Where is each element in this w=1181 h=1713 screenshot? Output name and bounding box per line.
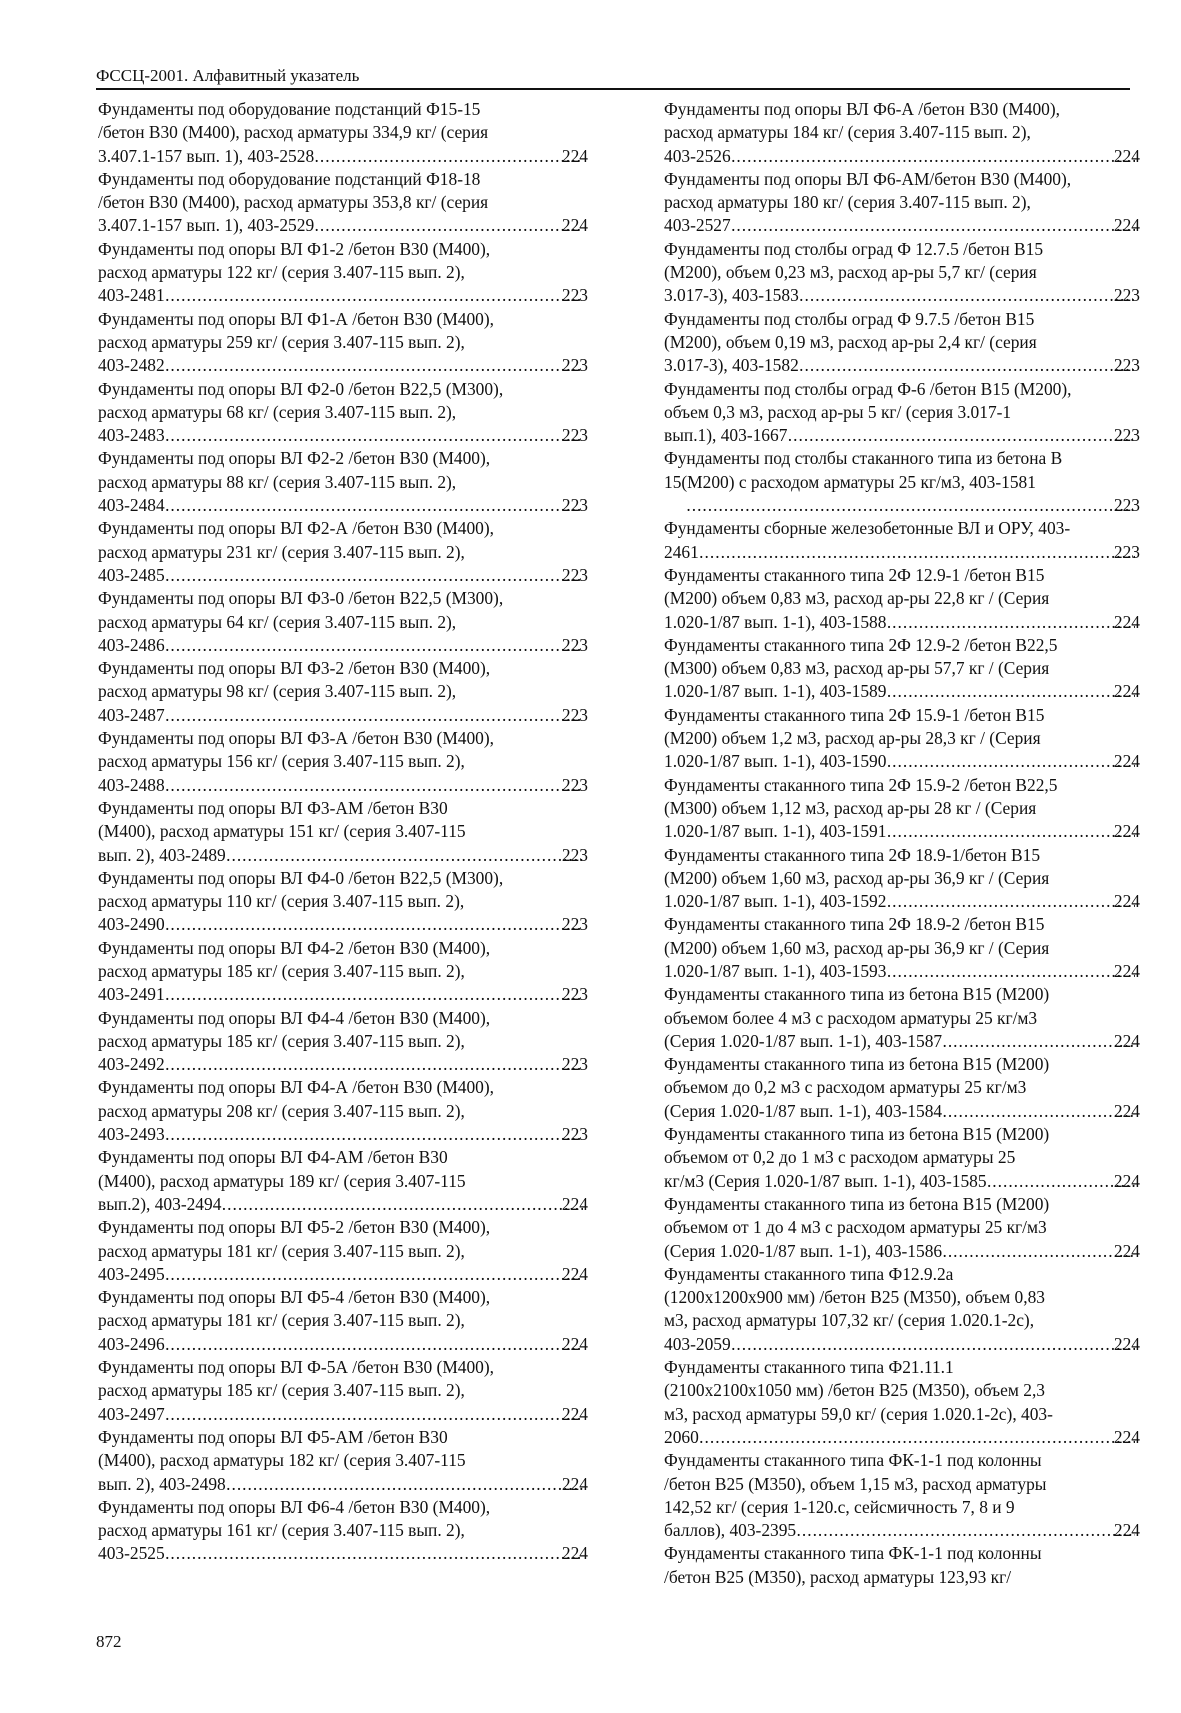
index-entry-line: 15(М200) с расходом арматуры 25 кг/м3, 403-1581	[664, 471, 1036, 492]
index-entry-last-line	[98, 145, 588, 168]
index-entry-line: расход арматуры 208 кг/ (серия 3.407-115 вып. 2),	[98, 1100, 465, 1121]
index-entry-page: 224	[1113, 1333, 1140, 1354]
dot-leader	[797, 1519, 1135, 1542]
index-entry-line: (2100х2100х1050 мм) /бетон В25 (М350), объем 2,3	[664, 1380, 1045, 1401]
index-entry-line: Фундаменты под опоры ВЛ Ф1-2 /бетон В30 (М400),	[98, 238, 491, 259]
index-entry	[664, 634, 1140, 704]
index-entry-last-line	[98, 704, 588, 727]
dot-leader	[227, 1473, 583, 1496]
index-entry-page: 223	[561, 704, 588, 725]
index-entry-tail: баллов), 403-2395	[664, 1520, 797, 1541]
index-entry-line: Фундаменты под столбы оград Ф-6 /бетон В15 (М200),	[664, 378, 1072, 399]
index-entry-page: 224	[1113, 1520, 1140, 1541]
index-entry-page: 224	[1113, 681, 1140, 702]
dot-leader	[166, 704, 583, 727]
index-entry-line: Фундаменты стаканного типа 2Ф 15.9-2 /бетон В22,5	[664, 774, 1058, 795]
index-entry	[664, 378, 1140, 448]
index-entry	[98, 1496, 588, 1566]
index-entry	[98, 1146, 588, 1216]
index-entry-page: 224	[1113, 751, 1140, 772]
index-entry-line: /бетон В25 (М350), расход арматуры 123,93 кг/	[664, 1566, 1012, 1587]
index-entry-tail: кг/м3 (Серия 1.020-1/87 вып. 1-1), 403-1585	[664, 1170, 987, 1191]
index-entry-line: Фундаменты под опоры ВЛ Ф5-АМ /бетон В30	[98, 1426, 448, 1447]
index-entry-line: (М400), расход арматуры 151 кг/ (серия 3.407-115	[98, 821, 466, 842]
index-entry-page: 224	[561, 1403, 588, 1424]
index-entry-line: расход арматуры 180 кг/ (серия 3.407-115 вып. 2),	[664, 192, 1031, 213]
index-entry	[664, 447, 1140, 517]
index-entry-page: 224	[561, 1333, 588, 1354]
index-entry-last-line	[664, 960, 1140, 983]
dot-leader	[887, 611, 1134, 634]
index-entry-page: 224	[1113, 960, 1140, 981]
index-entry-tail: 403-2486	[98, 634, 165, 655]
index-entry-page: 223	[561, 355, 588, 376]
index-entry	[98, 517, 588, 587]
index-entry-page: 224	[561, 1543, 588, 1564]
index-entry	[98, 657, 588, 727]
index-entry-tail: 3.017-3), 403-1583	[664, 285, 799, 306]
index-entry	[664, 913, 1140, 983]
index-entry-tail: 403-2525	[98, 1543, 165, 1564]
index-entry-tail: 1.020-1/87 вып. 1-1), 403-1592	[664, 891, 887, 912]
index-entry-page: 224	[561, 1193, 588, 1214]
index-entry	[664, 704, 1140, 774]
dot-leader	[166, 564, 583, 587]
index-entry-line: (М300) объем 0,83 м3, расход ар-ры 57,7 кг / (Серия	[664, 658, 1050, 679]
index-entry-last-line	[664, 1030, 1140, 1053]
index-column-left	[98, 98, 588, 1566]
index-entry-line: расход арматуры 185 кг/ (серия 3.407-115 вып. 2),	[98, 1380, 465, 1401]
dot-leader	[166, 983, 583, 1006]
index-entry-last-line	[664, 1100, 1140, 1123]
index-entry-line: (М200), объем 0,23 м3, расход ар-ры 5,7 кг/ (серия	[664, 262, 1037, 283]
index-entry-line: Фундаменты под опоры ВЛ Ф4-А /бетон В30 (М400),	[98, 1077, 495, 1098]
index-entry-line: Фундаменты стаканного типа 2Ф 18.9-1/бетон В15	[664, 844, 1041, 865]
index-entry-page: 224	[561, 215, 588, 236]
index-entry-tail: вып.1), 403-1667	[664, 425, 788, 446]
index-entry-last-line	[664, 1333, 1140, 1356]
index-entry-last-line	[98, 634, 588, 657]
index-entry-line: м3, расход арматуры 59,0 кг/ (серия 1.020.1-2с), 403-	[664, 1403, 1053, 1424]
index-entry-tail: 403-2526	[664, 145, 731, 166]
page-header: ФССЦ-2001. Алфавитный указатель	[96, 66, 1130, 90]
index-entry	[664, 774, 1140, 844]
index-entry-tail: 1.020-1/87 вып. 1-1), 403-1588	[664, 611, 887, 632]
index-entry-tail: 3.017-3), 403-1582	[664, 355, 799, 376]
index-entry-tail: 1.020-1/87 вып. 1-1), 403-1590	[664, 751, 887, 772]
index-entry-last-line	[98, 1053, 588, 1076]
index-entry-last-line	[664, 611, 1140, 634]
index-entry-last-line	[664, 1426, 1140, 1449]
index-entry-tail: 403-2492	[98, 1054, 165, 1075]
index-entry	[664, 1542, 1140, 1589]
index-entry-line: расход арматуры 156 кг/ (серия 3.407-115 вып. 2),	[98, 751, 465, 772]
index-entry-line: м3, расход арматуры 107,32 кг/ (серия 1.020.1-2с),	[664, 1310, 1035, 1331]
index-entry-last-line	[98, 913, 588, 936]
index-entry-line: (М200), объем 0,19 м3, расход ар-ры 2,4 кг/ (серия	[664, 331, 1037, 352]
index-entry-last-line	[664, 284, 1140, 307]
index-entry-line: Фундаменты стаканного типа из бетона В15 (М200)	[664, 1193, 1050, 1214]
dot-leader	[887, 960, 1134, 983]
index-entry	[98, 168, 588, 238]
dot-leader	[315, 145, 583, 168]
dot-leader	[988, 1170, 1135, 1193]
index-entry-page: 224	[561, 145, 588, 166]
index-entry-last-line	[664, 145, 1140, 168]
index-entry-line: Фундаменты под опоры ВЛ Ф3-АМ /бетон В30	[98, 797, 448, 818]
index-entry-line: Фундаменты под опоры ВЛ Ф3-0 /бетон В22,5 (М300),	[98, 588, 504, 609]
index-entry-last-line	[664, 214, 1140, 237]
index-entry	[98, 238, 588, 308]
index-entry-tail: 2461	[664, 541, 699, 562]
index-entry-last-line	[98, 1473, 588, 1496]
index-entry-page: 223	[561, 564, 588, 585]
index-entry-last-line	[98, 1123, 588, 1146]
dot-leader	[166, 774, 583, 797]
page-number: 872	[96, 1632, 122, 1651]
index-entry-line: /бетон В30 (М400), расход арматуры 334,9 кг/ (серия	[98, 122, 489, 143]
index-entry-tail: 1.020-1/87 вып. 1-1), 403-1593	[664, 960, 887, 981]
index-entry-tail: 403-2481	[98, 285, 165, 306]
index-entry-line: расход арматуры 88 кг/ (серия 3.407-115 вып. 2),	[98, 471, 457, 492]
index-entry-tail: 403-2484	[98, 495, 165, 516]
index-entry-line: расход арматуры 184 кг/ (серия 3.407-115 вып. 2),	[664, 122, 1031, 143]
index-entry	[98, 937, 588, 1007]
index-entry-tail: 1.020-1/87 вып. 1-1), 403-1589	[664, 681, 887, 702]
index-entry	[664, 168, 1140, 238]
index-entry-line: Фундаменты стаканного типа из бетона В15 (М200)	[664, 984, 1050, 1005]
index-entry	[664, 1123, 1140, 1193]
index-entry-last-line	[98, 1333, 588, 1356]
index-entry-last-line	[664, 354, 1140, 377]
index-entry-last-line	[686, 494, 1140, 517]
index-entry-page: 224	[561, 1263, 588, 1284]
index-entry-page: 223	[561, 495, 588, 516]
index-entry-tail: вып.2), 403-2494	[98, 1193, 222, 1214]
index-entry-page: 224	[561, 1473, 588, 1494]
index-entry-tail: (Серия 1.020-1/87 вып. 1-1), 403-1587	[664, 1030, 943, 1051]
index-entry-tail: 403-2059	[664, 1333, 731, 1354]
dot-leader	[222, 1193, 583, 1216]
index-entry-page: 224	[1113, 1100, 1140, 1121]
index-entry-page: 224	[1113, 1240, 1140, 1261]
index-entry-line: (М200) объем 1,2 м3, расход ар-ры 28,3 кг / (Серия	[664, 728, 1041, 749]
dot-leader	[166, 1333, 583, 1356]
index-entry-page: 224	[1113, 821, 1140, 842]
index-entry-line: расход арматуры 181 кг/ (серия 3.407-115 вып. 2),	[98, 1310, 465, 1331]
index-entry-line: расход арматуры 185 кг/ (серия 3.407-115 вып. 2),	[98, 960, 465, 981]
index-entry-line: Фундаменты стаканного типа ФК-1-1 под колонны	[664, 1543, 1042, 1564]
index-entry-line: Фундаменты под опоры ВЛ Ф5-2 /бетон В30 (М400),	[98, 1217, 491, 1238]
index-entry-line: расход арматуры 122 кг/ (серия 3.407-115 вып. 2),	[98, 262, 465, 283]
dot-leader	[788, 424, 1135, 447]
index-entry-last-line	[664, 680, 1140, 703]
index-entry-tail: 2060	[664, 1426, 699, 1447]
index-entry	[664, 1053, 1140, 1123]
index-entry-page: 223	[561, 634, 588, 655]
index-entry-line: Фундаменты под опоры ВЛ Ф6-А /бетон В30 (М400),	[664, 99, 1061, 119]
index-entry-last-line	[98, 844, 588, 867]
index-entry-line: Фундаменты под опоры ВЛ Ф6-АМ/бетон В30 (М400),	[664, 168, 1072, 189]
index-entry-last-line	[664, 750, 1140, 773]
index-entry-last-line	[664, 820, 1140, 843]
index-entry	[98, 378, 588, 448]
index-entry-line: Фундаменты под опоры ВЛ Ф4-АМ /бетон В30	[98, 1147, 448, 1168]
index-entry-page: 223	[1113, 541, 1140, 562]
dot-leader	[732, 214, 1135, 237]
dot-leader	[732, 1333, 1135, 1356]
index-entry-line: (М400), расход арматуры 182 кг/ (серия 3.407-115	[98, 1450, 466, 1471]
index-entry-line: расход арматуры 64 кг/ (серия 3.407-115 вып. 2),	[98, 611, 457, 632]
index-entry-last-line	[98, 214, 588, 237]
index-entry	[664, 983, 1140, 1053]
index-entry-line: 142,52 кг/ (серия 1-120.с, сейсмичность 7, 8 и 9	[664, 1496, 1015, 1517]
index-entry-tail: вып. 2), 403-2498	[98, 1473, 226, 1494]
dot-leader	[166, 284, 583, 307]
index-entry	[98, 1286, 588, 1356]
index-entry-last-line	[98, 983, 588, 1006]
index-entry	[98, 797, 588, 867]
index-entry	[98, 727, 588, 797]
index-entry-page: 224	[1113, 1426, 1140, 1447]
index-entry-tail: 403-2493	[98, 1124, 165, 1145]
index-entry-line: Фундаменты стаканного типа из бетона В15 (М200)	[664, 1054, 1050, 1075]
index-entry-tail: 403-2485	[98, 564, 165, 585]
index-entry-tail: (Серия 1.020-1/87 вып. 1-1), 403-1586	[664, 1240, 943, 1261]
index-entry-line: Фундаменты под опоры ВЛ Ф2-2 /бетон В30 (М400),	[98, 448, 491, 469]
index-entry-tail: 403-2487	[98, 704, 165, 725]
index-entry-last-line	[664, 1170, 1140, 1193]
index-entry-page: 223	[561, 1054, 588, 1075]
index-entry-last-line	[98, 1542, 588, 1565]
index-entry-line: Фундаменты под опоры ВЛ Ф-5А /бетон В30 (М400),	[98, 1357, 495, 1378]
index-entry-line: Фундаменты стаканного типа Ф12.9.2а	[664, 1263, 954, 1284]
index-entry-last-line	[98, 1263, 588, 1286]
index-entry-page: 223	[561, 774, 588, 795]
index-entry-tail: 403-2482	[98, 355, 165, 376]
index-entry-line: Фундаменты под опоры ВЛ Ф1-А /бетон В30 (М400),	[98, 308, 495, 329]
dot-leader	[887, 750, 1134, 773]
index-entry-tail: (Серия 1.020-1/87 вып. 1-1), 403-1584	[664, 1100, 943, 1121]
index-entry-tail: 403-2490	[98, 914, 165, 935]
dot-leader	[887, 820, 1134, 843]
index-entry-line: объемом от 0,2 до 1 м3 с расходом арматуры 25	[664, 1147, 1016, 1168]
index-entry	[98, 587, 588, 657]
index-entry-page: 223	[561, 285, 588, 306]
index-entry-page: 223	[561, 1124, 588, 1145]
index-entry-line: (М200) объем 1,60 м3, расход ар-ры 36,9 кг / (Серия	[664, 867, 1050, 888]
index-entry	[664, 1193, 1140, 1263]
index-entry	[98, 447, 588, 517]
dot-leader	[800, 284, 1135, 307]
index-entry-line: Фундаменты под опоры ВЛ Ф2-А /бетон В30 (М400),	[98, 518, 495, 539]
dot-leader	[166, 1542, 583, 1565]
dot-leader	[700, 541, 1135, 564]
index-entry-line: Фундаменты стаканного типа 2Ф 15.9-1 /бетон В15	[664, 704, 1045, 725]
dot-leader	[166, 354, 583, 377]
index-entry	[98, 867, 588, 937]
index-entry-tail: 403-2491	[98, 984, 165, 1005]
index-entry-line: Фундаменты под опоры ВЛ Ф6-4 /бетон В30 (М400),	[98, 1496, 491, 1517]
index-entry-line: Фундаменты под оборудование подстанций Ф15-15	[98, 99, 481, 119]
dot-leader	[943, 1100, 1135, 1123]
index-entry-last-line	[98, 284, 588, 307]
dot-leader	[227, 844, 583, 867]
index-entry-page: 224	[1113, 1170, 1140, 1191]
index-entry-line: Фундаменты под столбы оград Ф 12.7.5 /бетон В15	[664, 238, 1044, 259]
index-entry-page: 224	[1113, 145, 1140, 166]
dot-leader	[943, 1030, 1135, 1053]
index-entry-line: Фундаменты под опоры ВЛ Ф4-0 /бетон В22,5 (М300),	[98, 867, 504, 888]
index-entry-line: расход арматуры 185 кг/ (серия 3.407-115 вып. 2),	[98, 1030, 465, 1051]
index-entry-line: Фундаменты под опоры ВЛ Ф3-А /бетон В30 (М400),	[98, 728, 495, 749]
index-entry-line: объемом более 4 м3 с расходом арматуры 25 кг/м3	[664, 1007, 1038, 1028]
index-entry-last-line	[98, 494, 588, 517]
index-entry-last-line	[664, 1519, 1140, 1542]
dot-leader	[315, 214, 583, 237]
index-entry-line: /бетон В25 (М350), объем 1,15 м3, расход арматуры	[664, 1473, 1047, 1494]
index-entry-tail: 403-2497	[98, 1403, 165, 1424]
index-entry-tail: 403-2488	[98, 774, 165, 795]
index-entry-page: 223	[561, 984, 588, 1005]
index-entry-line: Фундаменты стаканного типа 2Ф 12.9-2 /бетон В22,5	[664, 634, 1058, 655]
index-entry-line: объемом до 0,2 м3 с расходом арматуры 25 кг/м3	[664, 1077, 1027, 1098]
index-column-right	[664, 98, 1140, 1589]
index-entry-line: Фундаменты под опоры ВЛ Ф4-2 /бетон В30 (М400),	[98, 937, 491, 958]
index-entry-line: расход арматуры 259 кг/ (серия 3.407-115 вып. 2),	[98, 331, 465, 352]
dot-leader	[166, 634, 583, 657]
index-entry-line: (М200) объем 0,83 м3, расход ар-ры 22,8 кг / (Серия	[664, 588, 1050, 609]
index-entry	[98, 308, 588, 378]
index-entry	[98, 1216, 588, 1286]
index-entry-tail: 1.020-1/87 вып. 1-1), 403-1591	[664, 821, 887, 842]
index-entry-tail: 3.407.1-157 вып. 1), 403-2529	[98, 215, 315, 236]
dot-leader	[166, 1263, 583, 1286]
dot-leader	[166, 1123, 583, 1146]
index-entry-line: /бетон В30 (М400), расход арматуры 353,8 кг/ (серия	[98, 192, 489, 213]
index-entry-last-line	[98, 564, 588, 587]
index-entry-line: Фундаменты под опоры ВЛ Ф2-0 /бетон В22,5 (М300),	[98, 378, 504, 399]
index-entry-line: расход арматуры 98 кг/ (серия 3.407-115 вып. 2),	[98, 681, 457, 702]
dot-leader	[166, 494, 583, 517]
dot-leader	[887, 890, 1134, 913]
index-entry	[664, 98, 1140, 168]
index-entry	[664, 308, 1140, 378]
dot-leader	[166, 424, 583, 447]
index-entry-page: 223	[1113, 285, 1140, 306]
index-entry-line: Фундаменты под столбы стаканного типа из бетона В	[664, 448, 1063, 469]
index-entry-line: Фундаменты стаканного типа из бетона В15 (М200)	[664, 1124, 1050, 1145]
index-entry-line: Фундаменты под опоры ВЛ Ф3-2 /бетон В30 (М400),	[98, 658, 491, 679]
index-entry	[664, 564, 1140, 634]
index-entry-last-line	[98, 424, 588, 447]
index-entry-line: Фундаменты под опоры ВЛ Ф4-4 /бетон В30 (М400),	[98, 1007, 491, 1028]
index-entry-line: Фундаменты стаканного типа Ф21.11.1	[664, 1357, 954, 1378]
dot-leader	[166, 1053, 583, 1076]
index-entry-line: Фундаменты под опоры ВЛ Ф5-4 /бетон В30 (М400),	[98, 1287, 491, 1308]
index-entry-last-line	[664, 541, 1140, 564]
index-entry-line: Фундаменты стаканного типа 2Ф 12.9-1 /бетон В15	[664, 564, 1045, 585]
index-entry-line: расход арматуры 110 кг/ (серия 3.407-115 вып. 2),	[98, 891, 465, 912]
index-entry-line: Фундаменты стаканного типа ФК-1-1 под колонны	[664, 1450, 1042, 1471]
index-entry-page: 224	[1113, 891, 1140, 912]
index-entry-page: 224	[1113, 611, 1140, 632]
dot-leader	[887, 680, 1134, 703]
index-entry	[98, 1426, 588, 1496]
index-entry-last-line	[98, 1403, 588, 1426]
index-entry	[664, 517, 1140, 564]
dot-leader	[700, 1426, 1135, 1449]
index-entry	[664, 1356, 1140, 1449]
index-entry-line: объемом от 1 до 4 м3 с расходом арматуры 25 кг/м3	[664, 1217, 1047, 1238]
index-entry-page: 223	[561, 425, 588, 446]
index-entry-tail: 403-2483	[98, 425, 165, 446]
index-entry-page: 223	[1113, 495, 1140, 516]
dot-leader	[732, 145, 1135, 168]
index-entry-tail: 403-2496	[98, 1333, 165, 1354]
dot-leader	[166, 1403, 583, 1426]
index-entry-last-line	[664, 1240, 1140, 1263]
dot-leader	[687, 494, 1135, 517]
index-entry-last-line	[98, 354, 588, 377]
index-entry-line: (М200) объем 1,60 м3, расход ар-ры 36,9 кг / (Серия	[664, 937, 1050, 958]
index-entry-tail: 403-2495	[98, 1263, 165, 1284]
index-entry-page: 224	[1113, 215, 1140, 236]
index-entry	[664, 1263, 1140, 1356]
index-entry-line: расход арматуры 231 кг/ (серия 3.407-115 вып. 2),	[98, 541, 465, 562]
index-entry	[98, 98, 588, 168]
index-entry-line: (М400), расход арматуры 189 кг/ (серия 3.407-115	[98, 1170, 466, 1191]
index-entry-page: 224	[1113, 1030, 1140, 1051]
index-entry	[98, 1007, 588, 1077]
index-entry	[664, 238, 1140, 308]
index-entry-line: Фундаменты стаканного типа 2Ф 18.9-2 /бетон В15	[664, 914, 1045, 935]
index-entry-last-line	[98, 1193, 588, 1216]
index-entry-line: расход арматуры 161 кг/ (серия 3.407-115 вып. 2),	[98, 1520, 465, 1541]
index-entry-page: 223	[1113, 425, 1140, 446]
index-entry-line: Фундаменты под столбы оград Ф 9.7.5 /бетон В15	[664, 308, 1035, 329]
index-entry	[664, 1449, 1140, 1542]
index-entry-line: Фундаменты под оборудование подстанций Ф18-18	[98, 168, 481, 189]
index-entry-line: объем 0,3 м3, расход ар-ры 5 кг/ (серия 3.017-1	[664, 401, 1012, 422]
index-entry-last-line	[98, 774, 588, 797]
index-entry-last-line	[664, 890, 1140, 913]
index-entry-line: (М300) объем 1,12 м3, расход ар-ры 28 кг / (Серия	[664, 797, 1037, 818]
dot-leader	[800, 354, 1135, 377]
index-entry	[98, 1076, 588, 1146]
index-entry-line: Фундаменты сборные железобетонные ВЛ и ОРУ, 403-	[664, 518, 1071, 539]
index-entry-last-line	[664, 424, 1140, 447]
index-entry-page: 223	[561, 844, 588, 865]
index-entry-tail: 3.407.1-157 вып. 1), 403-2528	[98, 145, 315, 166]
index-entry	[98, 1356, 588, 1426]
dot-leader	[943, 1240, 1135, 1263]
index-entry-page: 223	[1113, 355, 1140, 376]
index-entry-line: (1200х1200х900 мм) /бетон В25 (М350), объем 0,83	[664, 1287, 1045, 1308]
index-entry	[664, 844, 1140, 914]
index-entry-tail: 403-2527	[664, 215, 731, 236]
index-entry-page: 223	[561, 914, 588, 935]
index-entry-tail: вып. 2), 403-2489	[98, 844, 226, 865]
index-entry-line: расход арматуры 68 кг/ (серия 3.407-115 вып. 2),	[98, 401, 457, 422]
dot-leader	[166, 913, 583, 936]
index-entry-line: расход арматуры 181 кг/ (серия 3.407-115 вып. 2),	[98, 1240, 465, 1261]
